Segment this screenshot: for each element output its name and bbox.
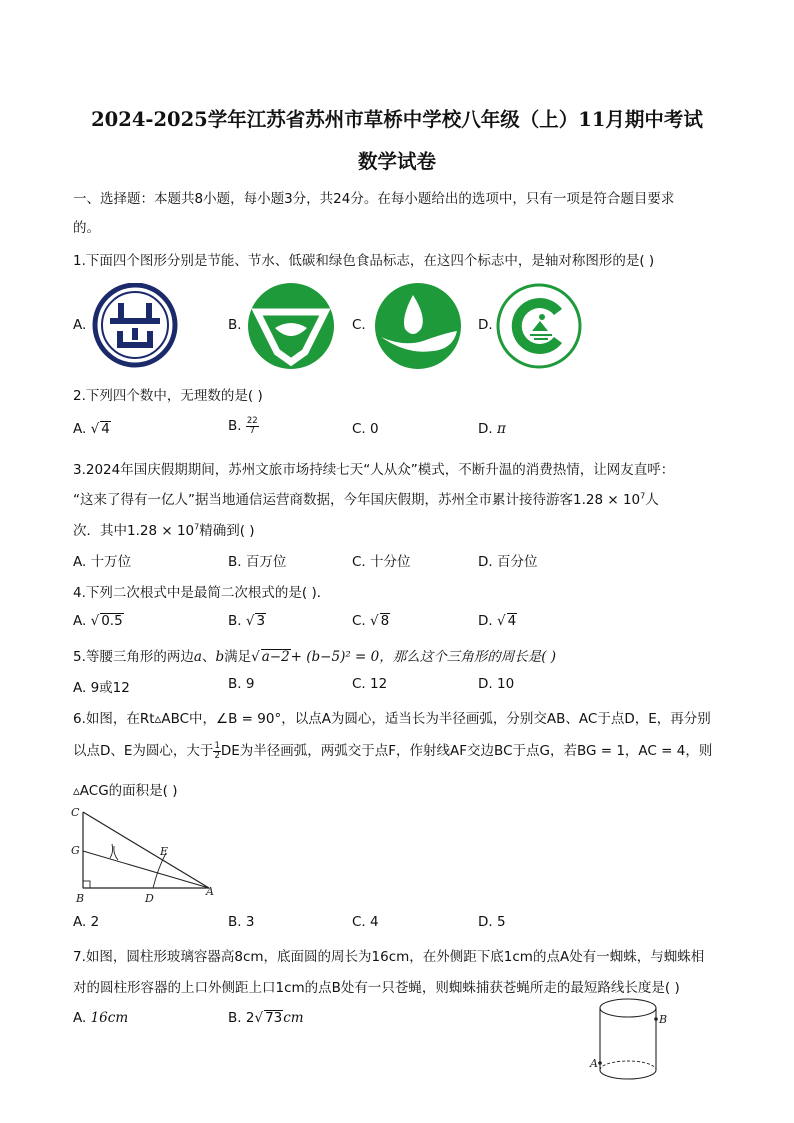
section-heading-cont: 的。: [73, 220, 100, 236]
q1-option-b-label: B.: [228, 317, 242, 333]
q7-option-b: B. 2√ 73cm: [228, 1010, 304, 1026]
q6-label-g: G: [71, 844, 80, 857]
q4-b-value: 3: [256, 613, 266, 629]
q3-option-a: A. 十万位: [73, 554, 132, 570]
q7-b-coefficient: 2: [245, 1010, 255, 1026]
q7-b-label: B.: [228, 1010, 242, 1026]
q5-option-b: B. 9: [228, 676, 255, 692]
q4-b-label: B.: [228, 613, 242, 629]
q5-stem: 5.等腰三角形的两边a、b满足√ a−2+ (b−5)² = 0，那么这个三角形的周长是( ): [73, 649, 557, 665]
q6-option-b: B. 3: [228, 914, 255, 930]
q4-option-a: A. √ 0.5: [73, 613, 123, 629]
low-carbon-logo: [373, 283, 463, 369]
q2-option-c: [352, 421, 379, 437]
q6-triangle-figure: [66, 802, 226, 908]
q6-line-2: [73, 739, 712, 760]
q7-line-1: 7.如图，圆柱形玻璃容器高8cm，底面圆的周长为16cm，在外侧距下底1cm的点A处有一蜘蛛，与蜘蛛相: [73, 949, 705, 965]
q5-expression: + (b−5)² = 0，那么这个三角形的周长是( ): [290, 649, 557, 665]
q7-a-label: A.: [73, 1010, 87, 1026]
q3-line-2-end: 人: [645, 492, 659, 508]
title-line-2: 数学试卷: [357, 150, 436, 173]
q7-cylinder-figure: [588, 996, 668, 1088]
title-line-1: 2024-2025学年江苏省苏州市草桥中学校八年级（上）11月期中考试: [91, 108, 703, 131]
q5-option-c: C. 12: [352, 676, 388, 692]
q2-stem: 2.下列四个数中，无理数的是( ): [73, 388, 263, 404]
q3-option-b: B. 百万位: [228, 554, 287, 570]
q2-option-a: A. √ 4: [73, 421, 110, 437]
q1-option-a-label: A.: [73, 317, 87, 333]
q3-line-3-exponent: 7: [194, 522, 200, 532]
energy-saving-logo: [90, 283, 182, 369]
q3-option-c: C. 十分位: [352, 554, 411, 570]
q3-line-3-end: 精确到( ): [199, 523, 255, 539]
q4-d-value: 4: [507, 613, 517, 629]
q1-stem: 1.下面四个图形分别是节能、节水、低碳和绿色食品标志，在这四个标志中，是轴对称图形的是( ): [73, 253, 655, 269]
q6-line-1: 6.如图，在Rt▵ABC中，∠B = 90°，以点A为圆心，适当长为半径画弧，分别交AB、AC于点D，E，再分别: [73, 711, 711, 727]
q5-stem-text: 5.等腰三角形的两边: [73, 649, 194, 665]
q2-option-d: [478, 421, 506, 437]
q3-line-3: [73, 519, 255, 539]
q6-option-c: C. 4: [352, 914, 379, 930]
water-saving-logo: [245, 282, 337, 370]
q7-a-value: 16cm: [90, 1010, 129, 1026]
q7-option-a: [73, 1010, 128, 1026]
q4-c-label: C.: [352, 613, 366, 629]
q5-var-a: a: [193, 649, 202, 665]
q6-option-d: D. 5: [478, 914, 506, 930]
q6-option-a: A. 2: [73, 914, 100, 930]
q5-stem-mid: 满足: [224, 649, 252, 665]
q2-d-value: π: [496, 421, 506, 437]
q3-line-2: [73, 488, 659, 508]
q2-c-label: C.: [352, 421, 366, 437]
q4-stem: 4.下列二次根式中是最简二次根式的是( )．: [73, 585, 331, 601]
q5-option-d: D. 10: [478, 676, 515, 692]
q6-line-2-text: 以点D、E为圆心，大于: [73, 743, 214, 759]
q4-a-label: A.: [73, 613, 87, 629]
green-food-logo: [496, 283, 582, 369]
q1-option-d-label: D.: [478, 317, 493, 333]
q4-option-b: B. √ 3: [228, 613, 266, 629]
q5-var-b: b: [215, 649, 225, 665]
q3-line-2-exponent: 7: [640, 491, 646, 501]
q6-label-e: E: [160, 845, 169, 858]
q1-option-c-label: C.: [352, 317, 366, 333]
q3-line-3-text: 次．其中1.28 × 10: [73, 523, 195, 539]
q6-fraction-numerator: 1: [214, 741, 220, 751]
q7-label-a: A: [590, 1057, 598, 1070]
q3-line-2-text: “这来了得有一亿人”据当地通信运营商数据，今年国庆假期，苏州全市累计接待游客1.28 × 10: [73, 492, 641, 508]
q6-line-3: ▵ACG的面积是( ): [73, 783, 178, 799]
q4-a-value: 0.5: [101, 613, 123, 629]
q2-b-label: B.: [228, 418, 242, 434]
q5-radicand: a−2: [261, 649, 290, 665]
q6-label-d: D: [145, 892, 154, 905]
q2-d-label: D.: [478, 421, 493, 437]
q5-option-a: A. 9或12: [73, 680, 130, 696]
q2-c-value: 0: [370, 421, 379, 437]
q6-fraction-denominator: 2: [214, 750, 220, 761]
q6-line-2-end: DE为半径画弧，两弧交于点F，作射线AF交边BC于点G，若BG = 1，AC = 4，则: [220, 743, 713, 759]
q2-option-b: [228, 417, 259, 435]
q7-b-unit: cm: [283, 1010, 304, 1026]
q2-a-value: 4: [101, 421, 110, 437]
q4-c-value: 8: [380, 613, 390, 629]
q4-option-c: C. √ 8: [352, 613, 390, 629]
q2-b-numerator: 22: [246, 416, 258, 426]
q3-option-d: D. 百分位: [478, 554, 538, 570]
q7-b-radicand: 73: [265, 1010, 283, 1026]
q3-line-1: 3.2024年国庆假期期间，苏州文旅市场持续七天“人从众”模式，不断升温的消费热情，让网友直呼：: [73, 462, 675, 478]
q6-label-a: A: [206, 885, 214, 898]
q6-label-c: C: [71, 806, 80, 819]
q2-b-denominator: 7: [249, 425, 255, 436]
section-heading: 一、选择题：本题共8小题，每小题3分，共24分。在每小题给出的选项中，只有一项是符合题目要求: [73, 191, 675, 207]
q4-option-d: D. √ 4: [478, 613, 517, 629]
q7-label-b: B: [659, 1013, 668, 1026]
q2-a-label: A.: [73, 421, 87, 437]
q6-label-b: B: [76, 892, 85, 905]
q4-d-label: D.: [478, 613, 493, 629]
q7-line-2: 对的圆柱形容器的上口外侧距上口1cm的点B处有一只苍蝇，则蜘蛛捕获苍蝇所走的最短路线长度是( ): [73, 980, 680, 996]
q5-separator: 、: [201, 649, 216, 665]
